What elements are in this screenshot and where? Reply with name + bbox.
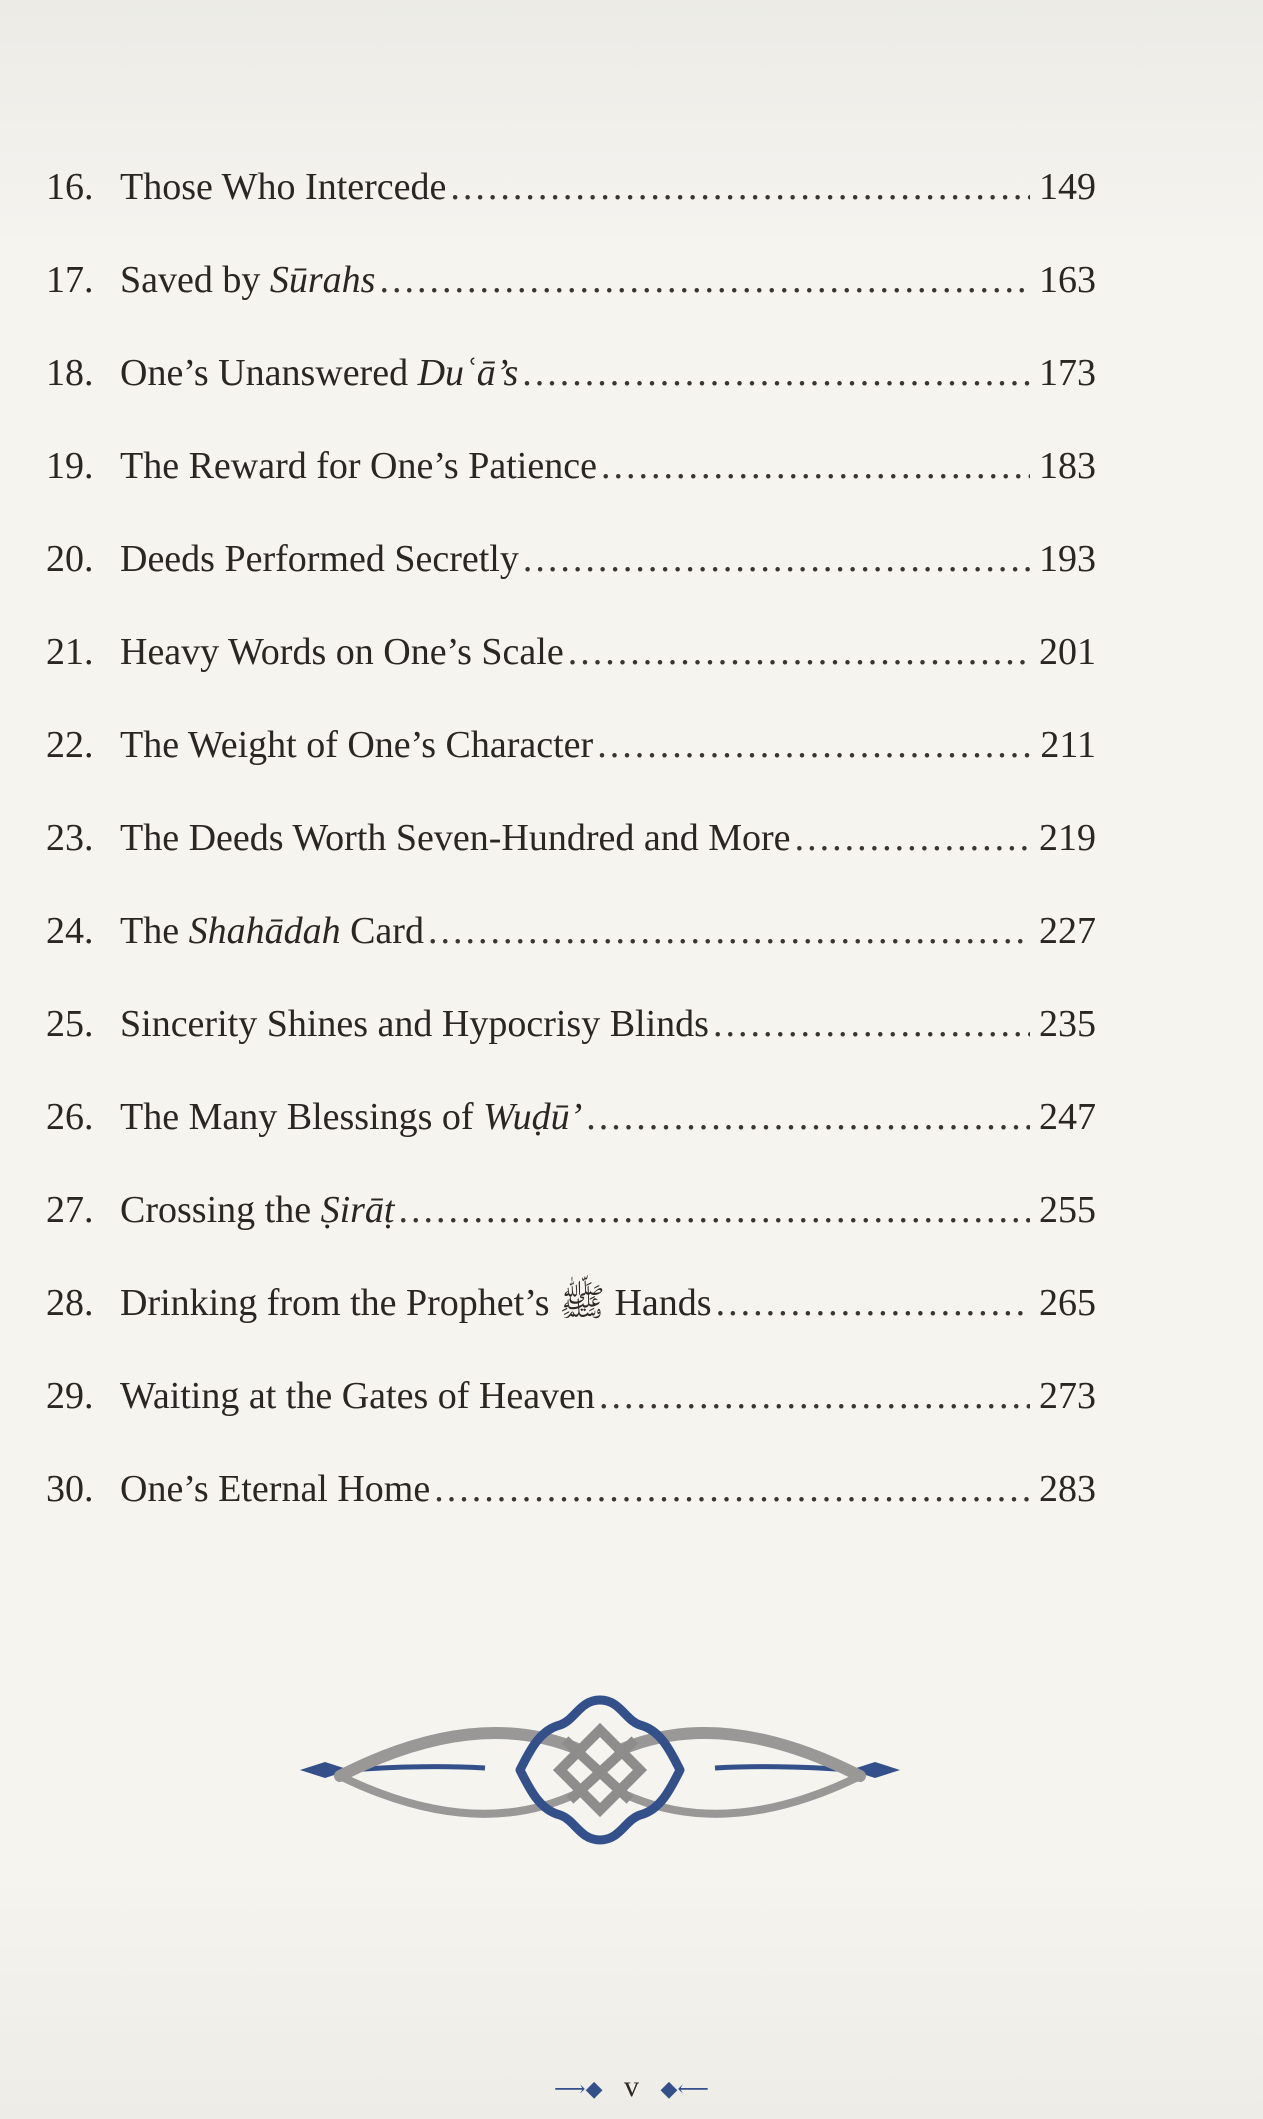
entry-page-number: 255	[1039, 1189, 1096, 1231]
toc-entry[interactable]	[46, 168, 1096, 261]
toc-entry[interactable]	[46, 912, 1096, 1005]
entry-number: 19.	[46, 445, 94, 487]
entry-title: Waiting at the Gates of Heaven	[120, 1375, 595, 1417]
entry-page-number: 283	[1039, 1468, 1096, 1510]
right-dart-icon: ◆⟵	[660, 2076, 709, 2102]
page-number: v	[624, 2070, 639, 2103]
toc-entry[interactable]	[46, 540, 1096, 633]
entry-number: 18.	[46, 352, 94, 394]
entry-title: Saved by Sūrahs	[120, 259, 376, 301]
entry-number: 16.	[46, 166, 94, 208]
dot-leader	[716, 1284, 1030, 1322]
toc-entry[interactable]	[46, 1377, 1096, 1470]
entry-page-number: 163	[1039, 259, 1096, 301]
entry-page-number: 273	[1039, 1375, 1096, 1417]
entry-title: One’s Eternal Home	[120, 1468, 431, 1510]
dot-leader	[586, 1098, 1030, 1136]
dot-leader	[795, 819, 1030, 857]
toc-entry[interactable]	[46, 354, 1096, 447]
dot-leader	[713, 1005, 1030, 1043]
toc-entry[interactable]	[46, 261, 1096, 354]
entry-title: The Shahādah Card	[120, 910, 424, 952]
table-of-contents	[46, 168, 1096, 1563]
entry-number: 27.	[46, 1189, 94, 1231]
entry-page-number: 211	[1040, 724, 1096, 766]
entry-page-number: 227	[1039, 910, 1096, 952]
entry-number: 24.	[46, 910, 94, 952]
page-folio	[0, 2070, 1263, 2104]
entry-title: Those Who Intercede	[120, 166, 447, 208]
dot-leader	[450, 168, 1030, 206]
entry-number: 28.	[46, 1282, 94, 1324]
entry-title: The Reward for One’s Patience	[120, 445, 597, 487]
dot-leader	[568, 633, 1030, 671]
entry-page-number: 247	[1039, 1096, 1096, 1138]
toc-entry[interactable]	[46, 726, 1096, 819]
entry-title: The Weight of One’s Character	[120, 724, 594, 766]
entry-page-number: 201	[1039, 631, 1096, 673]
entry-title: Crossing the Ṣirāṭ	[120, 1189, 395, 1231]
dot-leader	[597, 726, 1030, 764]
entry-page-number: 265	[1039, 1282, 1096, 1324]
entry-number: 26.	[46, 1096, 94, 1138]
toc-entry[interactable]	[46, 819, 1096, 912]
dot-leader	[434, 1470, 1030, 1508]
dot-leader	[523, 540, 1030, 578]
dot-leader	[379, 261, 1030, 299]
toc-entry[interactable]	[46, 447, 1096, 540]
entry-title: Deeds Performed Secretly	[120, 538, 519, 580]
entry-title: Sincerity Shines and Hypocrisy Blinds	[120, 1003, 709, 1045]
entry-number: 23.	[46, 817, 94, 859]
entry-title: The Many Blessings of Wuḍū’	[120, 1096, 583, 1138]
entry-title: Drinking from the Prophet’s ﷺ Hands	[120, 1282, 712, 1324]
dot-leader	[522, 354, 1030, 392]
entry-number: 25.	[46, 1003, 94, 1045]
entry-number: 21.	[46, 631, 94, 673]
entry-page-number: 219	[1039, 817, 1096, 859]
entry-page-number: 173	[1039, 352, 1096, 394]
entry-number: 30.	[46, 1468, 94, 1510]
arabesque-divider-icon	[280, 1680, 920, 1860]
dot-leader	[599, 1377, 1030, 1415]
dot-leader	[428, 912, 1030, 950]
entry-number: 22.	[46, 724, 94, 766]
entry-page-number: 149	[1039, 166, 1096, 208]
toc-entry[interactable]	[46, 1005, 1096, 1098]
toc-entry[interactable]	[46, 633, 1096, 726]
entry-number: 29.	[46, 1375, 94, 1417]
left-dart-icon: ⟶◆	[554, 2076, 603, 2102]
toc-entry[interactable]	[46, 1470, 1096, 1563]
entry-page-number: 193	[1039, 538, 1096, 580]
dot-leader	[398, 1191, 1030, 1229]
entry-page-number: 235	[1039, 1003, 1096, 1045]
dot-leader	[601, 447, 1030, 485]
entry-title: Heavy Words on One’s Scale	[120, 631, 564, 673]
entry-number: 20.	[46, 538, 94, 580]
toc-entry[interactable]	[46, 1284, 1096, 1377]
entry-title: One’s Unanswered Duʿā’s	[120, 352, 519, 394]
entry-number: 17.	[46, 259, 94, 301]
toc-entry[interactable]	[46, 1098, 1096, 1191]
entry-title: The Deeds Worth Seven-Hundred and More	[120, 817, 791, 859]
entry-page-number: 183	[1039, 445, 1096, 487]
toc-entry[interactable]	[46, 1191, 1096, 1284]
